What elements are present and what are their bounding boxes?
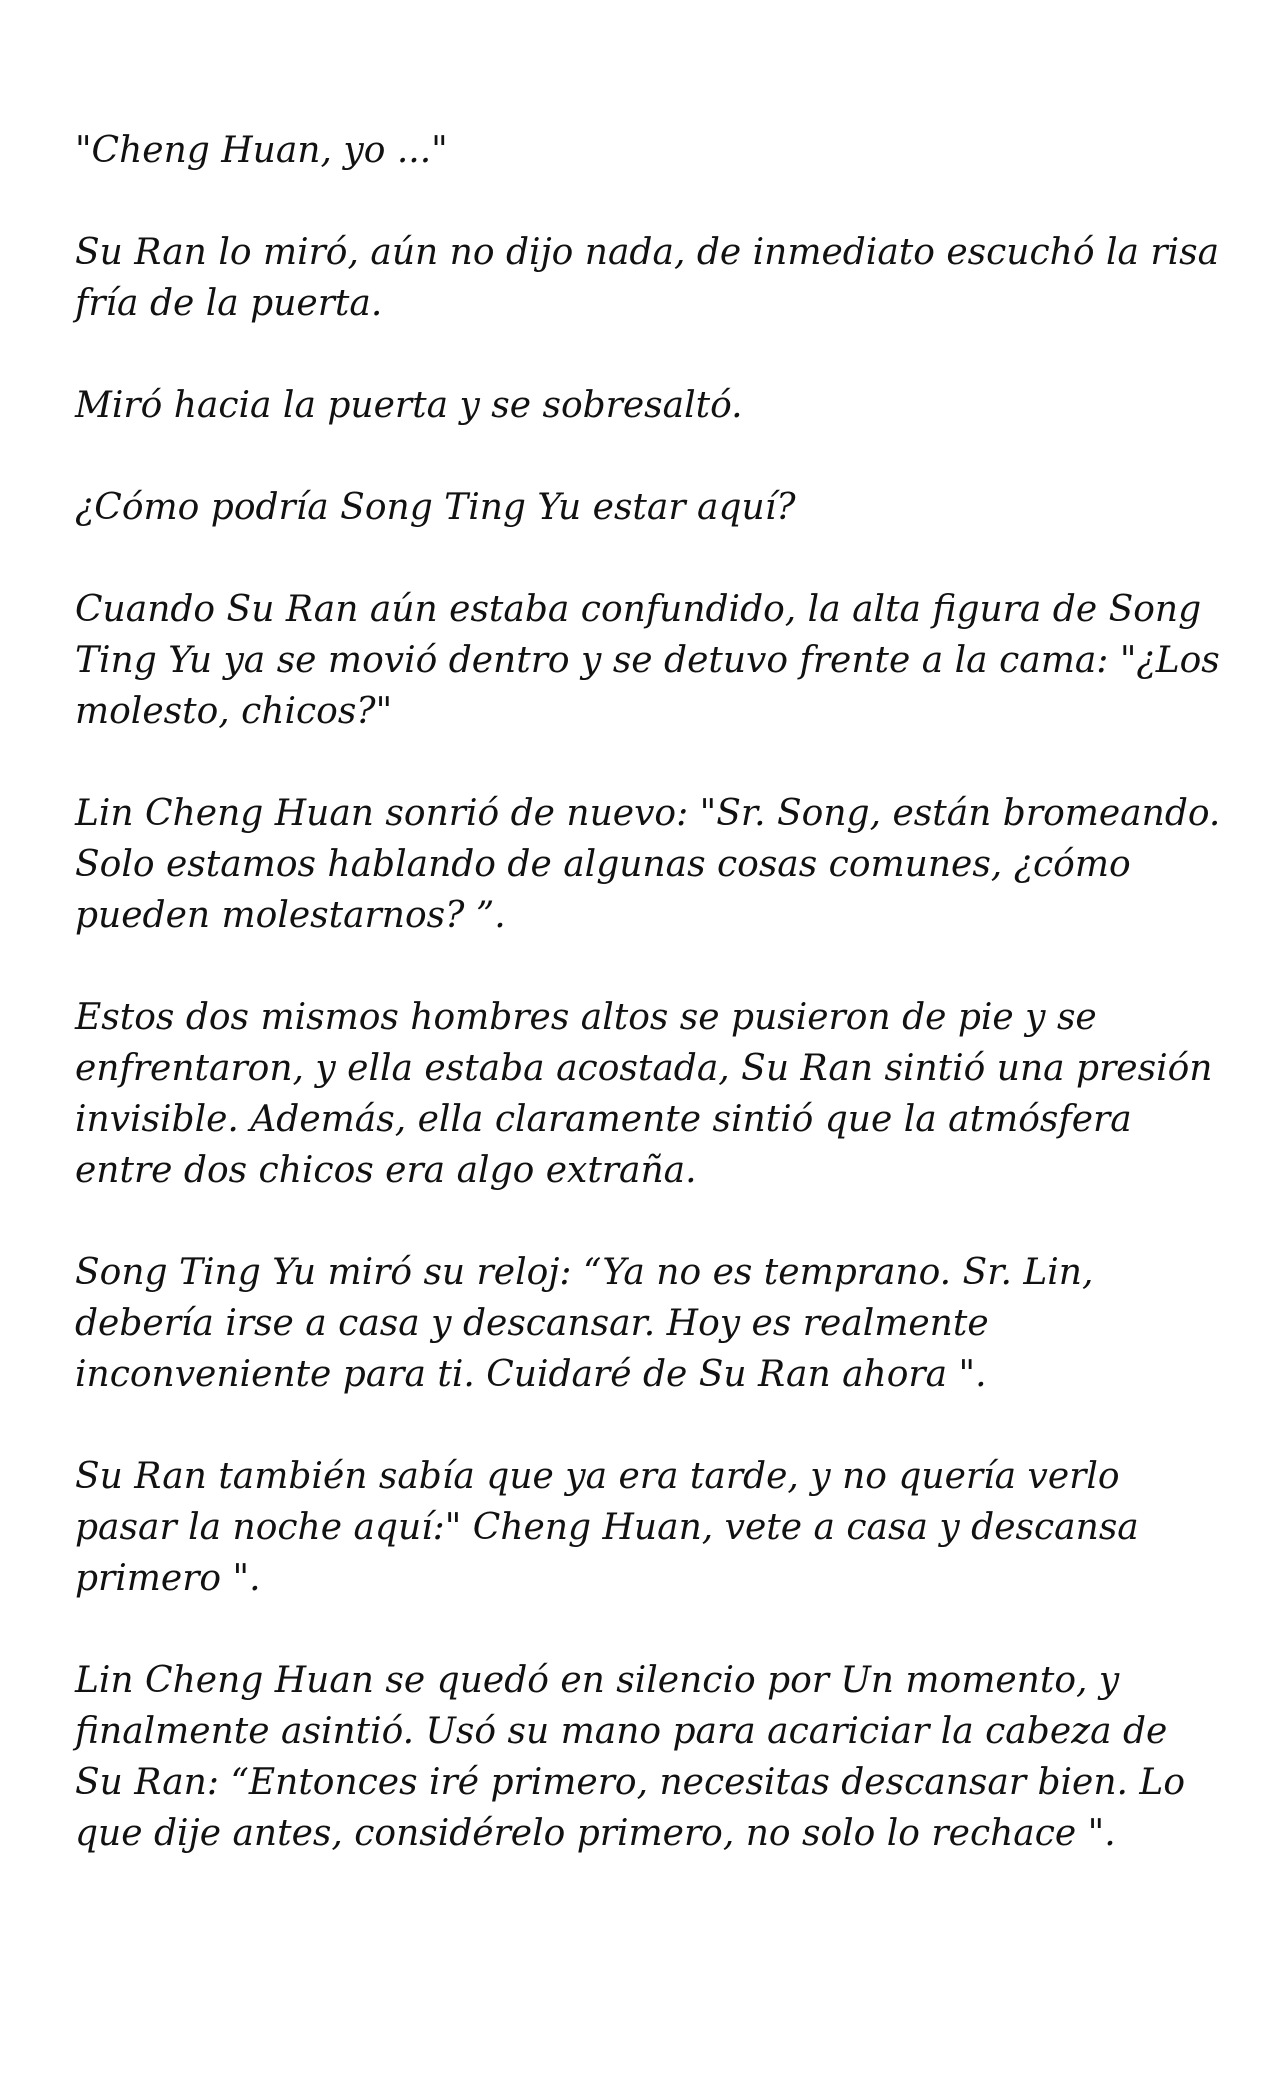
paragraph-2: Su Ran lo miró, aún no dijo nada, de inmediato escuchó la risa fría de la puerta. <box>75 232 1220 324</box>
paragraph-8: Song Ting Yu miró su reloj: “Ya no es temprano. Sr. Lin, debería irse a casa y descansar. Hoy es realmente inconveniente para ti. Cuidaré de Su Ran ahora ". <box>75 1252 1094 1395</box>
paragraph-4: ¿Cómo podría Song Ting Yu estar aquí? <box>75 487 796 528</box>
paragraph-10: Lin Cheng Huan se quedó en silencio por Un momento, y finalmente asintió. Usó su mano para acariciar la cabeza de Su Ran: “Entonces iré primero, necesitas descansar bien. Lo que dije antes, considérelo primero, no solo lo rechace ". <box>75 1660 1186 1854</box>
paragraph-7: Estos dos mismos hombres altos se pusieron de pie y se enfrentaron, y ella estaba acostada, Su Ran sintió una presión invisible. Además, ella claramente sintió que la atmósfera entre dos chicos era algo extraña. <box>75 997 1213 1191</box>
document-body <box>75 125 1225 1859</box>
paragraph-3: Miró hacia la puerta y se sobresaltó. <box>75 385 743 426</box>
paragraph-6: Lin Cheng Huan sonrió de nuevo: "Sr. Song, están bromeando. Solo estamos hablando de algunas cosas comunes, ¿cómo pueden molestarnos? ”. <box>75 793 1221 936</box>
paragraph-5: Cuando Su Ran aún estaba confundido, la alta figura de Song Ting Yu ya se movió dentro y se detuvo frente a la cama: "¿Los molesto, chicos?" <box>75 589 1220 732</box>
paragraph-1: "Cheng Huan, yo ..." <box>75 130 448 171</box>
paragraph-9: Su Ran también sabía que ya era tarde, y no quería verlo pasar la noche aquí:" Cheng Huan, vete a casa y descansa primero ". <box>75 1456 1139 1599</box>
